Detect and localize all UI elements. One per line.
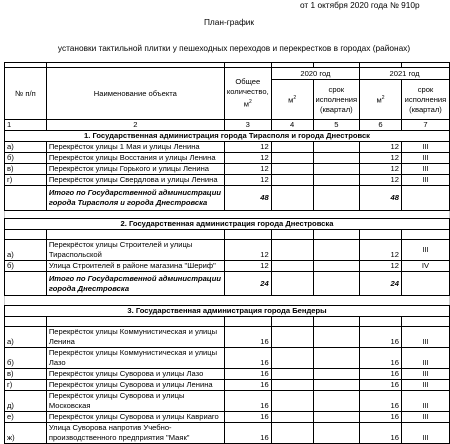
col-header-total-sup: 2 [248, 99, 252, 106]
spacer-cell [5, 296, 450, 306]
row-term-2021: III [401, 142, 449, 153]
spacer-cell [46, 317, 224, 327]
row-m2-2020 [271, 380, 313, 391]
row-m2-2021: 16 [360, 327, 402, 348]
row-name: Перекрёсток улицы Свердлова и улицы Ленина [46, 175, 224, 186]
table-row [5, 240, 450, 261]
section-total-value: 48 [224, 186, 271, 211]
row-num: б) [5, 153, 47, 164]
row-num: б) [5, 348, 47, 369]
section-title-row [5, 219, 450, 230]
row-term-2020 [313, 240, 360, 261]
col-header-m2-2020-text: м [288, 95, 294, 105]
col-header-term-2021: срок исполнения (квартал) [401, 80, 449, 120]
row-name: Перекрёсток улицы Коммунистическая и улицы Ленина [46, 327, 224, 348]
row-term-2020 [313, 412, 360, 423]
col-number: 5 [313, 120, 360, 131]
document-subtitle: установки тактильной плитки у пешеходных переходов и перекрестков в городах (районах) [57, 43, 411, 53]
row-total: 16 [224, 369, 271, 380]
table-row [5, 412, 450, 423]
row-name: Перекрёсток улицы Суворова и улицы Ленина [46, 380, 224, 391]
row-m2-2021: 12 [360, 142, 402, 153]
row-name: Перекрёсток улицы 1 Мая и улицы Ленина [46, 142, 224, 153]
row-term-2020 [313, 142, 360, 153]
row-total: 16 [224, 327, 271, 348]
col-header-m2-2021-sup: 2 [381, 95, 385, 102]
row-num: б) [5, 261, 47, 272]
spacer-cell [5, 211, 450, 219]
row-term-2020 [313, 380, 360, 391]
row-num: а) [5, 327, 47, 348]
row-term-2020 [313, 391, 360, 412]
row-num: в) [5, 369, 47, 380]
section-total-2021: 48 [360, 186, 402, 211]
col-header-m2-2020-sup: 2 [293, 95, 297, 102]
row-term-2021: III [401, 175, 449, 186]
row-total: 16 [224, 348, 271, 369]
table-row [5, 423, 450, 444]
table-row [5, 380, 450, 391]
col-header-2021: 2021 год [360, 68, 450, 80]
col-number: 1 [5, 120, 47, 131]
row-term-2020 [313, 327, 360, 348]
table-row [5, 153, 450, 164]
header-year-row [5, 68, 450, 80]
col-header-num: № п/п [5, 68, 47, 120]
row-term-2021: III [401, 423, 449, 444]
column-numbers-row [5, 120, 450, 131]
spacer-cell [271, 230, 313, 240]
row-m2-2021: 12 [360, 175, 402, 186]
total-num-cell [5, 272, 47, 296]
row-m2-2021: 12 [360, 261, 402, 272]
spacer-cell [46, 230, 224, 240]
row-term-2020 [313, 153, 360, 164]
row-total: 16 [224, 412, 271, 423]
row-num: в) [5, 164, 47, 175]
col-number: 4 [271, 120, 313, 131]
row-m2-2021: 12 [360, 164, 402, 175]
row-term-2021: III [401, 153, 449, 164]
row-term-2020 [313, 348, 360, 369]
spacer-cell [360, 317, 402, 327]
section-total-row [5, 272, 450, 296]
row-name: Перекрёсток улицы Строителей и улицы Тираспольской [46, 240, 224, 261]
spacer-cell [224, 317, 271, 327]
row-m2-2021: 16 [360, 423, 402, 444]
table-row [5, 369, 450, 380]
row-total: 12 [224, 153, 271, 164]
row-total: 12 [224, 175, 271, 186]
table-row [5, 391, 450, 412]
row-total: 12 [224, 261, 271, 272]
spacer-cell [360, 230, 402, 240]
total-term-2021-cell [401, 186, 449, 211]
col-number: 7 [401, 120, 449, 131]
col-header-total-text: Общее количество, м [226, 77, 269, 109]
table-row [5, 261, 450, 272]
table-row [5, 327, 450, 348]
spacer-cell [401, 317, 449, 327]
row-m2-2020 [271, 348, 313, 369]
row-term-2020 [313, 423, 360, 444]
spacer-row [5, 296, 450, 306]
row-name: Перекрёсток улицы Суворова и улицы Лазо [46, 369, 224, 380]
section-title-row [5, 131, 450, 142]
section-total-2021: 24 [360, 272, 402, 296]
row-term-2021: III [401, 164, 449, 175]
section-total-label: Итого по Государственной администрации города Тирасполя и города Днестровска [46, 186, 224, 211]
col-number: 3 [224, 120, 271, 131]
spacer-row [5, 230, 450, 240]
row-m2-2020 [271, 142, 313, 153]
row-term-2021: III [401, 348, 449, 369]
row-m2-2020 [271, 412, 313, 423]
table-row [5, 164, 450, 175]
col-header-name: Наименование объекта [46, 68, 224, 120]
row-term-2020 [313, 164, 360, 175]
row-term-2020 [313, 369, 360, 380]
total-m2-2020-cell [271, 186, 313, 211]
table-row [5, 348, 450, 369]
col-header-m2-2020 [271, 80, 313, 120]
row-term-2021: III [401, 380, 449, 391]
row-total: 12 [224, 164, 271, 175]
row-m2-2020 [271, 164, 313, 175]
row-m2-2021: 16 [360, 391, 402, 412]
row-num: г) [5, 175, 47, 186]
section-title: 1. Государственная администрация города Тирасполя и города Днестровск [5, 131, 450, 142]
col-number: 2 [46, 120, 224, 131]
table-row [5, 175, 450, 186]
spacer-cell [313, 317, 360, 327]
col-header-m2-2021-text: м [376, 95, 382, 105]
section-title: 3. Государственная администрация города Бендеры [5, 306, 450, 317]
row-m2-2020 [271, 240, 313, 261]
row-m2-2020 [271, 261, 313, 272]
col-header-total [224, 68, 271, 120]
row-total: 12 [224, 142, 271, 153]
row-m2-2020 [271, 369, 313, 380]
row-m2-2021: 12 [360, 240, 402, 261]
row-name: Перекрёсток улицы Суворова и улицы Кавриаго [46, 412, 224, 423]
order-reference: от 1 октября 2020 года № 910р [300, 0, 420, 10]
schedule-table [4, 62, 450, 444]
row-total: 16 [224, 391, 271, 412]
row-term-2021: III [401, 391, 449, 412]
row-m2-2021: 12 [360, 153, 402, 164]
section-total-row [5, 186, 450, 211]
row-name: Перекрёсток улицы Горького и улицы Ленина [46, 164, 224, 175]
row-term-2021: III [401, 412, 449, 423]
total-term-2021-cell [401, 272, 449, 296]
spacer-cell [313, 230, 360, 240]
spacer-row [5, 317, 450, 327]
table-row [5, 142, 450, 153]
spacer-cell [401, 230, 449, 240]
total-num-cell [5, 186, 47, 211]
row-num: а) [5, 142, 47, 153]
col-number: 6 [360, 120, 402, 131]
col-header-m2-2021 [360, 80, 402, 120]
section-title: 2. Государственная администрация города Днестровска [5, 219, 450, 230]
row-name: Перекрёсток улицы Восстания и улицы Ленина [46, 153, 224, 164]
row-num: е) [5, 412, 47, 423]
document-title: План-график [203, 17, 255, 27]
row-total: 12 [224, 240, 271, 261]
row-term-2020 [313, 261, 360, 272]
row-total: 16 [224, 423, 271, 444]
col-header-2020: 2020 год [271, 68, 359, 80]
row-m2-2020 [271, 423, 313, 444]
row-m2-2021: 16 [360, 348, 402, 369]
row-m2-2021: 16 [360, 369, 402, 380]
spacer-row [5, 211, 450, 219]
row-num: а) [5, 240, 47, 261]
row-term-2021: III [401, 369, 449, 380]
row-num: г) [5, 380, 47, 391]
row-term-2021: III [401, 327, 449, 348]
row-term-2021: IV [401, 261, 449, 272]
row-term-2021: III [401, 240, 449, 261]
row-m2-2020 [271, 153, 313, 164]
section-total-label: Итого по Государственной администрации города Днестровска [46, 272, 224, 296]
row-name: Улица Строителей в районе магазина "Шериф" [46, 261, 224, 272]
row-total: 16 [224, 380, 271, 391]
section-total-value: 24 [224, 272, 271, 296]
total-term-2020-cell [313, 186, 360, 211]
row-m2-2021: 16 [360, 412, 402, 423]
spacer-cell [271, 317, 313, 327]
row-term-2020 [313, 175, 360, 186]
row-name: Перекрёсток улицы Суворова и улицы Московская [46, 391, 224, 412]
row-name: Перекрёсток улицы Коммунистическая и улицы Лазо [46, 348, 224, 369]
total-m2-2020-cell [271, 272, 313, 296]
row-m2-2021: 16 [360, 380, 402, 391]
row-m2-2020 [271, 391, 313, 412]
section-title-row [5, 306, 450, 317]
row-num: д) [5, 391, 47, 412]
row-name: Улица Суворова напротив Учебно-производственного предприятия "Маяк" [46, 423, 224, 444]
total-term-2020-cell [313, 272, 360, 296]
col-header-term-2020: срок исполнения (квартал) [313, 80, 360, 120]
row-m2-2020 [271, 175, 313, 186]
spacer-cell [5, 230, 47, 240]
row-m2-2020 [271, 327, 313, 348]
spacer-cell [224, 230, 271, 240]
spacer-cell [5, 317, 47, 327]
row-num: ж) [5, 423, 47, 444]
